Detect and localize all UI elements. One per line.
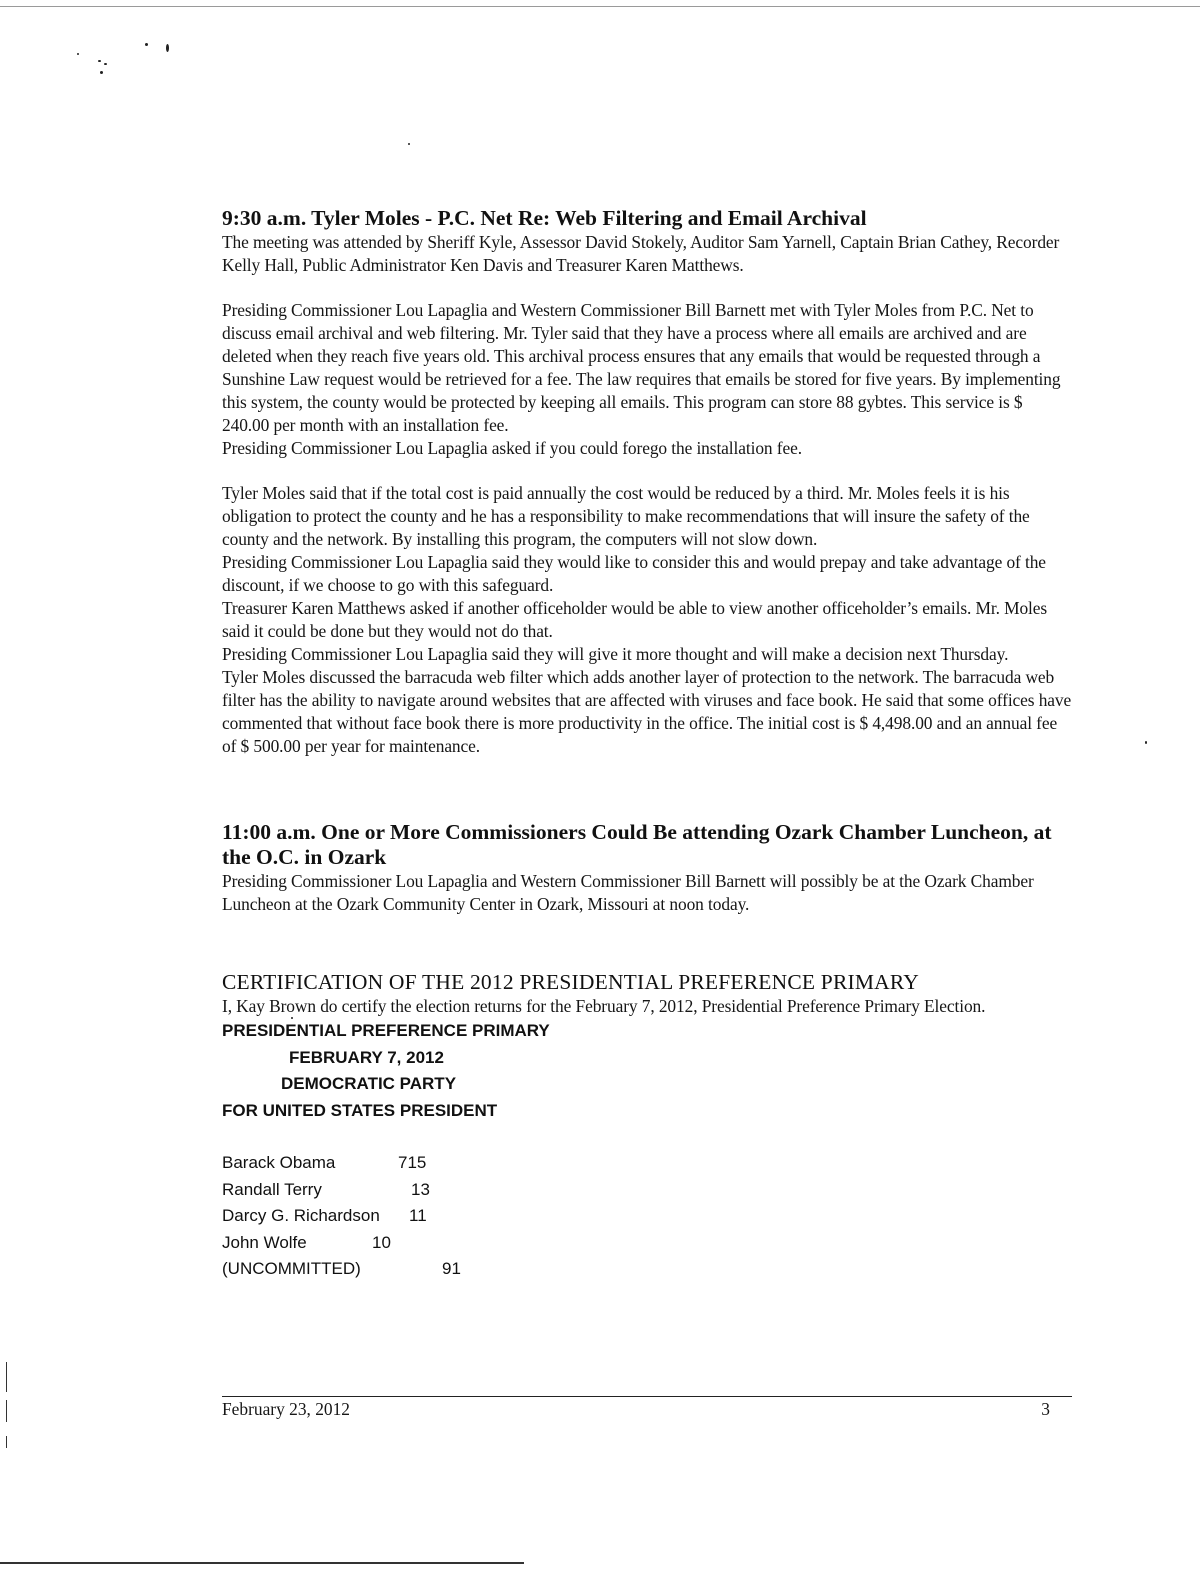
scan-speck xyxy=(77,53,79,55)
meeting-paragraph: Treasurer Karen Matthews asked if another officeholder would be able to view another officeholder’s emails. Mr. Moles said it could be done but they would not do that. xyxy=(222,598,1048,641)
section-certification xyxy=(222,970,1072,1283)
section-heading: CERTIFICATION OF THE 2012 PRESIDENTIAL PREFERENCE PRIMARY xyxy=(222,970,919,994)
meeting-paragraph: Presiding Commissioner Lou Lapaglia said they will give it more thought and will make a decision next Thursday. xyxy=(222,644,1009,664)
vote-count: 715 xyxy=(398,1153,427,1172)
certification-paragraph: I, Kay Brown do certify the election returns for the February 7, 2012, Presidential Preference Primary Election. xyxy=(222,996,986,1016)
results-table xyxy=(222,1150,1072,1283)
result-row xyxy=(222,1203,1072,1230)
result-row xyxy=(222,1177,1072,1204)
scan-speck xyxy=(1145,741,1147,744)
scan-speck xyxy=(408,143,410,145)
scan-speck xyxy=(100,71,103,74)
scan-speck xyxy=(166,44,169,52)
scan-speck xyxy=(145,43,148,46)
left-edge-mark xyxy=(6,1400,7,1422)
page-number: 3 xyxy=(1041,1399,1050,1419)
scan-speck xyxy=(98,60,101,62)
candidate-name: (UNCOMMITTED) xyxy=(222,1259,361,1278)
scan-speck xyxy=(104,63,107,65)
candidate-name: Darcy G. Richardson xyxy=(222,1206,380,1225)
results-date: FEBRUARY 7, 2012 xyxy=(289,1047,444,1067)
result-row xyxy=(222,1230,1072,1257)
page-footer xyxy=(222,1396,1072,1421)
result-row xyxy=(222,1150,1072,1177)
vote-count: 13 xyxy=(411,1179,430,1199)
vote-count: 10 xyxy=(372,1232,391,1252)
vote-count: 91 xyxy=(442,1259,461,1278)
attendance-paragraph: The meeting was attended by Sheriff Kyle, Assessor David Stokely, Auditor Sam Yarnell, Captain Brian Cathey, Recorder Kelly Hall, Public Administrator Ken Davis and Treasurer Karen Matthews. xyxy=(222,232,1060,275)
meeting-paragraph: Tyler Moles discussed the barracuda web filter which adds another layer of protection to the network. The barracuda web filter has the ability to navigate around websites that are affected with viruses and face book. He said that some offices have commented that without face book there is more productivity in the office. The initial cost is $ 4,498.00 and an annual fee of $ 500.00 per year for maintenance. xyxy=(222,667,1072,756)
vote-count: 11 xyxy=(409,1206,427,1225)
candidate-name: John Wolfe xyxy=(222,1232,307,1252)
footer-line xyxy=(222,1397,1072,1421)
result-row xyxy=(222,1256,1072,1283)
results-heading: PRESIDENTIAL PREFERENCE PRIMARY xyxy=(222,1021,550,1040)
section-chamber-luncheon xyxy=(222,820,1072,916)
footer-date: February 23, 2012 xyxy=(222,1399,350,1419)
bottom-edge-rule xyxy=(0,1562,524,1564)
luncheon-paragraph: Presiding Commissioner Lou Lapaglia and Western Commissioner Bill Barnett will possibly be at the Ozark Chamber Luncheon at the Ozark Community Center in Ozark, Missouri at noon today. xyxy=(222,871,1034,914)
section-heading: 11:00 a.m. One or More Commissioners Could Be attending Ozark Chamber Luncheon, at the O.C. in Ozark xyxy=(222,820,1052,869)
results-office: FOR UNITED STATES PRESIDENT xyxy=(222,1100,498,1120)
section-heading: 9:30 a.m. Tyler Moles - P.C. Net Re: Web Filtering and Email Archival xyxy=(222,206,867,230)
top-edge-rule xyxy=(0,6,1200,7)
meeting-paragraph: Tyler Moles said that if the total cost is paid annually the cost would be reduced by a third. Mr. Moles feels it is his obligation to protect the county and he has a responsibility to make recommendations that will insure the safety of the county and the network. By installing this program, the computers will not slow down. xyxy=(222,483,1030,549)
section-web-filtering xyxy=(222,206,1072,758)
candidate-name: Barack Obama xyxy=(222,1153,336,1172)
left-edge-mark xyxy=(6,1436,7,1448)
left-edge-mark xyxy=(6,1362,7,1392)
election-results xyxy=(222,1018,1072,1283)
meeting-paragraph: Presiding Commissioner Lou Lapaglia and Western Commissioner Bill Barnett met with Tyler Moles from P.C. Net to discuss email archival and web filtering. Mr. Tyler said that they have a process where all emails are archived and are deleted when they reach five years old. This archival process ensures that any emails that would be requested through a Sunshine Law request would be retrieved for a fee. The law requires that emails be stored for five years. By implementing this system, the county would be protected by keeping all emails. This program can store 88 gybtes. This service is $ 240.00 per month with an installation fee. xyxy=(222,300,1061,435)
document-body xyxy=(222,206,1072,1283)
meeting-paragraph: Presiding Commissioner Lou Lapaglia said they would like to consider this and would prepay and take advantage of the discount, if we choose to go with this safeguard. xyxy=(222,552,1046,595)
meeting-paragraph: Presiding Commissioner Lou Lapaglia asked if you could forego the installation fee. xyxy=(222,438,802,458)
candidate-name: Randall Terry xyxy=(222,1179,322,1199)
results-party: DEMOCRATIC PARTY xyxy=(281,1074,457,1093)
